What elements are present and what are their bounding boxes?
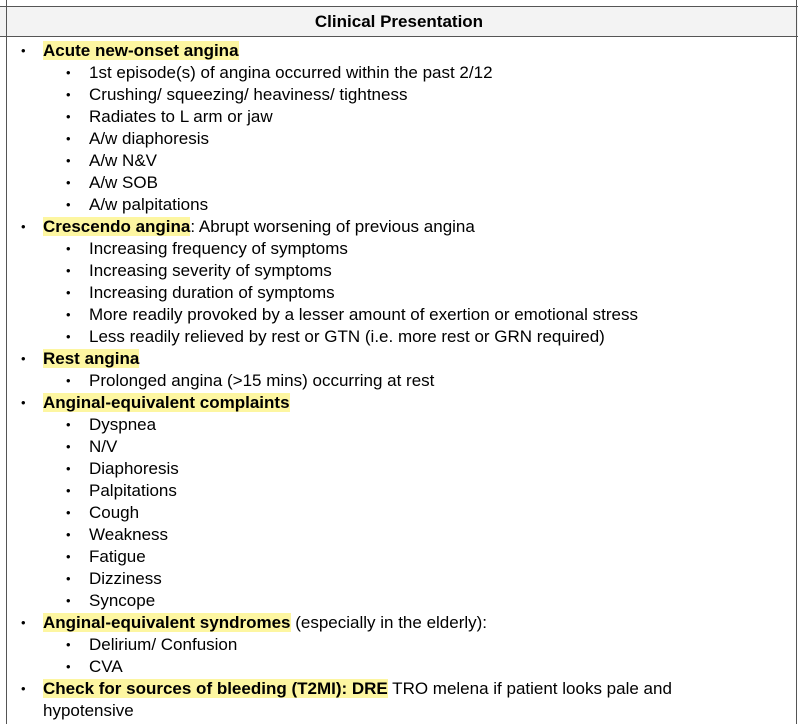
sub-list-item xyxy=(0,84,798,106)
bullet-icon: • xyxy=(66,263,71,278)
sub-list-item xyxy=(0,106,798,128)
list-item xyxy=(0,40,798,62)
sub-list-item xyxy=(0,304,798,326)
bullet-icon: • xyxy=(21,219,26,234)
bullet-icon: • xyxy=(66,461,71,476)
bullet-icon: • xyxy=(66,109,71,124)
bullet-icon: • xyxy=(66,329,71,344)
section-heading: Crescendo angina xyxy=(43,217,191,236)
list-item xyxy=(0,612,798,634)
bullet-icon: • xyxy=(21,681,26,696)
bullet-icon: • xyxy=(66,659,71,674)
table-top-border xyxy=(0,0,798,7)
section-heading: Rest angina xyxy=(43,349,140,368)
section-heading: Anginal-equivalent syndromes xyxy=(43,613,291,632)
sub-list-item xyxy=(0,502,798,524)
sub-list-item xyxy=(0,150,798,172)
bullet-icon: • xyxy=(66,505,71,520)
bullet-icon: • xyxy=(21,43,26,58)
sub-item-text: Increasing severity of symptoms xyxy=(89,261,332,280)
section-suffix: : Abrupt worsening of previous angina xyxy=(190,217,475,236)
bullet-icon: • xyxy=(66,373,71,388)
sub-item-text: N/V xyxy=(89,437,118,456)
sub-list-item xyxy=(0,62,798,84)
list-item xyxy=(0,678,798,722)
sub-list-item xyxy=(0,436,798,458)
bullet-icon: • xyxy=(66,439,71,454)
bullet-icon: • xyxy=(66,65,71,80)
sub-item-text: Dyspnea xyxy=(89,415,157,434)
bullet-icon: • xyxy=(66,197,71,212)
sub-list-item xyxy=(0,568,798,590)
bullet-icon: • xyxy=(21,351,26,366)
sub-item-text: A/w SOB xyxy=(89,173,158,192)
sub-item-text: A/w palpitations xyxy=(89,195,209,214)
list-item xyxy=(0,348,798,370)
sub-item-text: Syncope xyxy=(89,591,156,610)
bullet-icon: • xyxy=(66,153,71,168)
sub-list-item xyxy=(0,634,798,656)
sub-list-item xyxy=(0,414,798,436)
sub-item-text: Cough xyxy=(89,503,140,522)
bullet-icon: • xyxy=(66,131,71,146)
bullet-icon: • xyxy=(66,593,71,608)
sub-list-item xyxy=(0,172,798,194)
clinical-presentation-list xyxy=(0,40,798,722)
sub-item-text: More readily provoked by a lesser amount of exertion or emotional stress xyxy=(89,305,638,324)
bullet-icon: • xyxy=(66,307,71,322)
list-item xyxy=(0,392,798,414)
sub-item-text: Weakness xyxy=(89,525,169,544)
bullet-icon: • xyxy=(66,417,71,432)
sub-list-item xyxy=(0,524,798,546)
sub-list-item xyxy=(0,656,798,678)
sub-item-text: Dizziness xyxy=(89,569,162,588)
sub-list-item xyxy=(0,128,798,150)
sub-item-text: 1st episode(s) of angina occurred within the past 2/12 xyxy=(89,63,493,82)
bullet-icon: • xyxy=(66,571,71,586)
sub-item-text: Radiates to L arm or jaw xyxy=(89,107,273,126)
sub-item-text: Delirium/ Confusion xyxy=(89,635,238,654)
sub-list-item xyxy=(0,282,798,304)
bullet-icon: • xyxy=(66,527,71,542)
sub-item-text: Increasing frequency of symptoms xyxy=(89,239,348,258)
sub-list-item xyxy=(0,480,798,502)
bullet-icon: • xyxy=(66,549,71,564)
bullet-icon: • xyxy=(66,637,71,652)
bullet-icon: • xyxy=(66,87,71,102)
section-heading: Check for sources of bleeding (T2MI): DRE xyxy=(43,679,388,698)
page-title: Clinical Presentation xyxy=(314,11,484,31)
sub-list-item xyxy=(0,590,798,612)
sub-item-text: A/w diaphoresis xyxy=(89,129,210,148)
sub-item-text: Prolonged angina (>15 mins) occurring at rest xyxy=(89,371,435,390)
sub-item-text: CVA xyxy=(89,657,123,676)
sub-list-item xyxy=(0,326,798,348)
sub-item-text: Diaphoresis xyxy=(89,459,179,478)
sub-list-item xyxy=(0,194,798,216)
sub-item-text: Increasing duration of symptoms xyxy=(89,283,335,302)
sub-item-text: Palpitations xyxy=(89,481,177,500)
bullet-icon: • xyxy=(66,241,71,256)
bullet-icon: • xyxy=(66,483,71,498)
bullet-icon: • xyxy=(21,395,26,410)
sub-item-text: Crushing/ squeezing/ heaviness/ tightness xyxy=(89,85,408,104)
list-item xyxy=(0,216,798,238)
bullet-icon: • xyxy=(66,175,71,190)
sub-item-text: Fatigue xyxy=(89,547,146,566)
bullet-icon: • xyxy=(21,615,26,630)
section-suffix: TRO melena if patient looks pale and hypotensive xyxy=(43,679,672,720)
sub-list-item xyxy=(0,238,798,260)
section-suffix: (especially in the elderly): xyxy=(290,613,488,632)
section-heading: Anginal-equivalent complaints xyxy=(43,393,290,412)
table-header xyxy=(0,7,798,37)
sub-item-text: A/w N&V xyxy=(89,151,158,170)
sub-list-item xyxy=(0,546,798,568)
sub-list-item xyxy=(0,458,798,480)
section-heading: Acute new-onset angina xyxy=(43,41,239,60)
bullet-icon: • xyxy=(66,285,71,300)
sub-item-text: Less readily relieved by rest or GTN (i.e. more rest or GRN required) xyxy=(89,327,605,346)
sub-list-item xyxy=(0,260,798,282)
sub-list-item xyxy=(0,370,798,392)
